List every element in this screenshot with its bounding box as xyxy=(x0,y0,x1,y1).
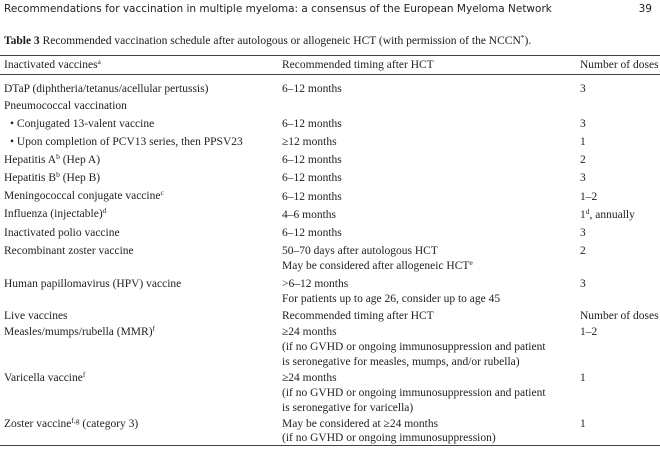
caption-asterisk: * xyxy=(520,33,525,42)
vaccine-name: Varicella vaccine$^f$ xyxy=(4,370,86,384)
doses-value: 3 xyxy=(580,172,586,184)
vaccine-name: Hepatitis $B^b$ (Hep B) xyxy=(4,170,101,184)
running-header-title: Recommendations for vaccination in multiple myeloma: a consensus of the European Myeloma Network xyxy=(4,3,552,15)
doses-value: 1 xyxy=(580,372,586,384)
timing-note: For patients up to age 26, consider up to age 45 xyxy=(282,293,501,305)
doses-value: 1$^d$, annually xyxy=(580,207,635,221)
doses-value: 1 xyxy=(580,136,586,148)
timing-value: 6–12 months xyxy=(282,227,342,239)
timing-value: 4–6 months xyxy=(282,209,336,221)
timing-value: 6–12 months xyxy=(282,154,342,166)
timing-note: is seronegative for measles, mumps, and/or rubella) xyxy=(282,356,520,368)
vaccine-name: DTaP (diphtheria/tetanus/acellular pertussis) xyxy=(4,83,209,95)
table-label: Table 3 xyxy=(4,35,40,47)
timing-value: ≥12 months xyxy=(282,136,337,148)
timing-note: (if no GVHD or ongoing immunosuppression and patient xyxy=(282,341,546,353)
timing-value: 6–12 months xyxy=(282,83,342,95)
vaccine-name: Human papillomavirus (HPV) vaccine xyxy=(4,278,182,290)
table-header-rule xyxy=(0,74,660,75)
doses-value: 1–2 xyxy=(580,191,598,203)
doses-value: 2 xyxy=(580,245,586,257)
doses-value: 3 xyxy=(580,278,586,290)
section-header-live-vaccines: Live vaccines xyxy=(4,310,68,322)
timing-value: 6–12 months xyxy=(282,172,342,184)
table-top-rule xyxy=(0,55,660,56)
doses-value: 3 xyxy=(580,118,586,130)
column-header-timing: Recommended timing after HCT xyxy=(282,59,434,71)
vaccine-name: Zoster vaccine$^{f,g}$ (category 3) xyxy=(4,416,139,430)
timing-note: May be considered after allogeneic HCT$^e$ xyxy=(282,258,473,272)
section-header-timing: Recommended timing after HCT xyxy=(282,310,434,322)
column-header-doses: Number of doses xyxy=(580,59,659,71)
vaccine-name: Inactivated polio vaccine xyxy=(4,227,120,239)
table-caption xyxy=(4,35,654,47)
timing-note: (if no GVHD or ongoing immunosuppression and patient xyxy=(282,387,546,399)
doses-value: 3 xyxy=(580,83,586,95)
page-number: 39 xyxy=(638,3,652,15)
doses-value: 3 xyxy=(580,227,586,239)
table-caption-text: Recommended vaccination schedule after autologous or allogeneic HCT (with permission of the NCCN xyxy=(42,35,521,47)
table-bottom-rule xyxy=(0,445,660,446)
timing-note: (if no GVHD or ongoing immunosuppression) xyxy=(282,432,496,444)
timing-value: May be considered at ≥24 months xyxy=(282,418,439,430)
doses-value: 1 xyxy=(580,418,586,430)
timing-value: 6–12 months xyxy=(282,191,342,203)
vaccine-group-name: Pneumococcal vaccination xyxy=(4,100,127,112)
vaccine-name: Hepatitis $A^b$ (Hep A) xyxy=(4,152,101,166)
vaccine-name: • Upon completion of PCV13 series, then PPSV23 xyxy=(10,136,243,148)
doses-value: 2 xyxy=(580,154,586,166)
running-header xyxy=(4,3,652,19)
timing-value: >6–12 months xyxy=(282,278,349,290)
vaccine-name: • Conjugated 13-valent vaccine xyxy=(10,118,155,130)
timing-value: 50–70 days after autologous HCT xyxy=(282,245,438,257)
timing-value: ≥24 months xyxy=(282,326,337,338)
doses-value: 1–2 xyxy=(580,326,598,338)
timing-value: 6–12 months xyxy=(282,118,342,130)
vaccine-name: Influenza (injectable)$^d$ xyxy=(4,206,107,220)
vaccine-name: Meningococcal conjugate vaccine$^c$ xyxy=(4,188,164,202)
vaccine-name: Recombinant zoster vaccine xyxy=(4,245,134,257)
caption-end: ). xyxy=(524,35,532,47)
vaccine-name: Measles/mumps/rubella (MMR)$^f$ xyxy=(4,324,156,338)
timing-note: is seronegative for varicella) xyxy=(282,402,414,414)
section-header-doses: Number of doses xyxy=(580,310,659,322)
timing-value: ≥24 months xyxy=(282,372,337,384)
column-header-inactivated-vaccines: Inactivated vaccines$^a$ xyxy=(4,57,101,71)
